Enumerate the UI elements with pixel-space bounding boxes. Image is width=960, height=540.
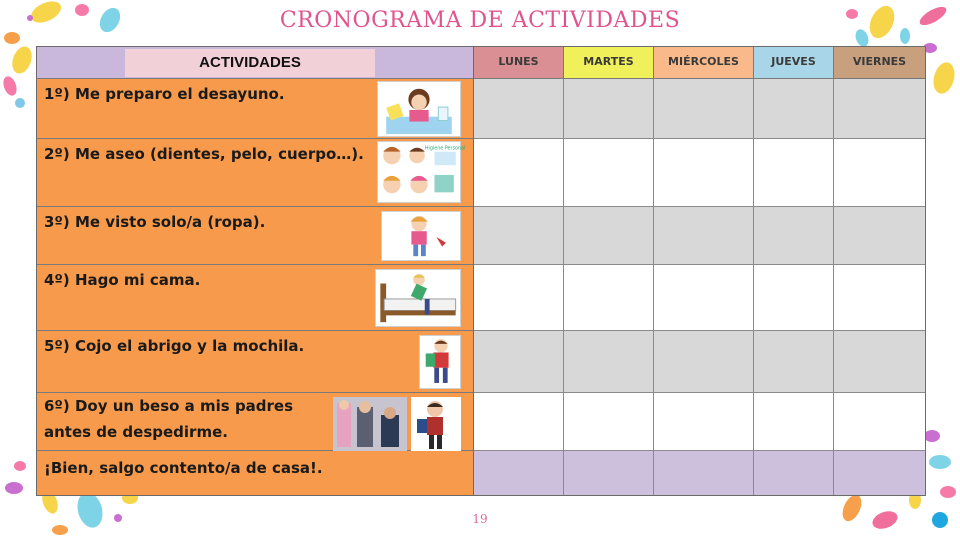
- schedule-cell[interactable]: [754, 139, 834, 207]
- schedule-cell[interactable]: [654, 393, 754, 451]
- activity-text: 6º) Doy un beso a mis padres: [44, 397, 294, 415]
- schedule-cell[interactable]: [474, 207, 564, 265]
- schedule-cell[interactable]: [564, 79, 654, 139]
- activity-row: [37, 331, 474, 393]
- day-header-martes: MARTES: [564, 47, 654, 79]
- schedule-cell[interactable]: [564, 393, 654, 451]
- day-header-viernes: VIERNES: [834, 47, 925, 79]
- schedule-cell[interactable]: [474, 451, 564, 495]
- schedule-cell[interactable]: [654, 265, 754, 331]
- schedule-cell[interactable]: [564, 331, 654, 393]
- schedule-cell[interactable]: [654, 79, 754, 139]
- child-breakfast-icon: [377, 81, 461, 137]
- schedule-cell[interactable]: [754, 207, 834, 265]
- page-number: 19: [472, 512, 488, 526]
- schedule-cell[interactable]: [834, 393, 925, 451]
- goodbye-kiss-icon: [333, 397, 461, 451]
- activity-text: 5º) Cojo el abrigo y la mochila.: [44, 337, 305, 355]
- schedule-cell[interactable]: [564, 265, 654, 331]
- schedule-cell[interactable]: [754, 331, 834, 393]
- schedule-cell[interactable]: [474, 331, 564, 393]
- activity-text-line2: antes de despedirme.: [44, 423, 228, 441]
- child-backpack-icon: [419, 335, 461, 389]
- schedule-cell[interactable]: [564, 451, 654, 495]
- schedule-cell[interactable]: [834, 139, 925, 207]
- schedule-cell[interactable]: [564, 207, 654, 265]
- schedule-cell[interactable]: [834, 79, 925, 139]
- page-title: CRONOGRAMA DE ACTIVIDADES: [279, 8, 681, 33]
- activity-text: 2º) Me aseo (dientes, pelo, cuerpo…).: [44, 145, 364, 163]
- schedule-cell[interactable]: [654, 331, 754, 393]
- activity-text: 4º) Hago mi cama.: [44, 271, 201, 289]
- schedule-cell[interactable]: [474, 265, 564, 331]
- schedule-table: [36, 46, 926, 496]
- activity-text: ¡Bien, salgo contento/a de casa!.: [44, 459, 323, 477]
- schedule-cell[interactable]: [564, 139, 654, 207]
- schedule-cell[interactable]: [474, 79, 564, 139]
- activity-row: [37, 451, 474, 495]
- schedule-cell[interactable]: [654, 451, 754, 495]
- activities-header: ACTIVIDADES: [125, 49, 375, 77]
- schedule-cell[interactable]: [834, 451, 925, 495]
- schedule-cell[interactable]: [834, 331, 925, 393]
- schedule-cell[interactable]: [834, 265, 925, 331]
- child-dressing-icon: [381, 211, 461, 261]
- schedule-cell[interactable]: [654, 207, 754, 265]
- schedule-cell[interactable]: [754, 393, 834, 451]
- schedule-cell[interactable]: [654, 139, 754, 207]
- column-divider: [473, 47, 474, 495]
- activity-text: 3º) Me visto solo/a (ropa).: [44, 213, 266, 231]
- picture-caption: Higiene Personal: [424, 146, 466, 152]
- schedule-cell[interactable]: [474, 139, 564, 207]
- schedule-cell[interactable]: [754, 79, 834, 139]
- schedule-cell[interactable]: [754, 451, 834, 495]
- schedule-cell[interactable]: [474, 393, 564, 451]
- making-bed-icon: [375, 269, 461, 327]
- schedule-cell[interactable]: [834, 207, 925, 265]
- day-header-lunes: LUNES: [474, 47, 564, 79]
- day-header-miercoles: MIÉRCOLES: [654, 47, 754, 79]
- activity-text: 1º) Me preparo el desayuno.: [44, 85, 285, 103]
- schedule-cell[interactable]: [754, 265, 834, 331]
- personal-hygiene-icon: [377, 141, 466, 203]
- day-header-jueves: JUEVES: [754, 47, 834, 79]
- activities-header-band: [37, 47, 474, 79]
